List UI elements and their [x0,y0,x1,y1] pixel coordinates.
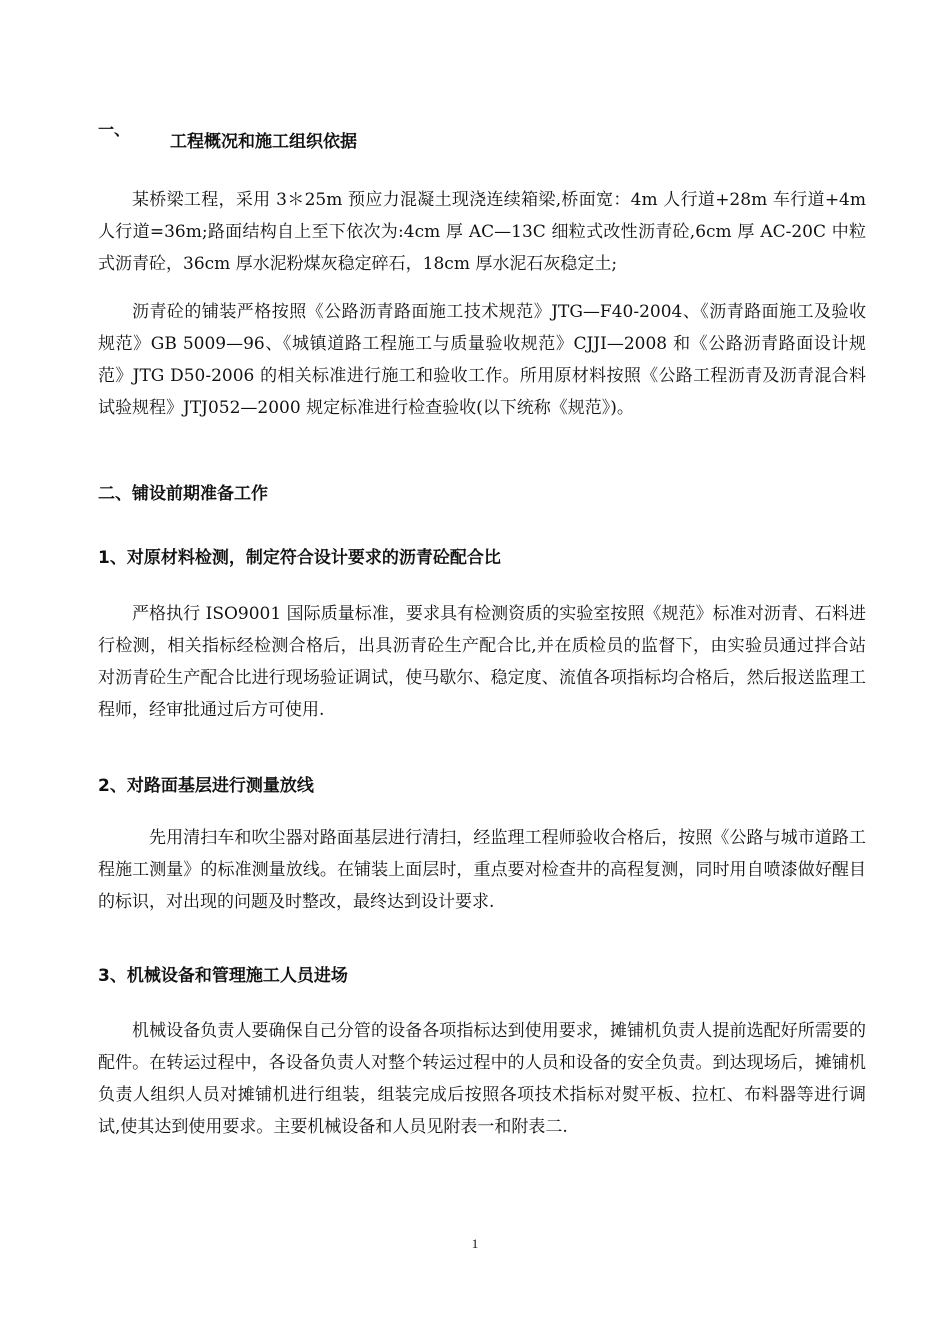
paragraph-overview: 某桥梁工程，采用 3＊25m 预应力混凝土现浇连续箱梁,桥面宽：4m 人行道+28m 车行道+4m 人行道=36m;路面结构自上至下依次为:4cm 厚 AC—13C 细粒式改性沥青砼,6cm 厚 AC-20C 中粒式沥青砼，36cm 厚水泥粉煤灰稳定碎石，18cm 厚水泥石灰稳定土; [98,190,866,274]
subsection-title: 1、对原材料检测，制定符合设计要求的沥青砼配合比 [98,548,501,568]
section-title: 工程概况和施工组织依据 [170,132,357,152]
paragraph-equipment: 机械设备负责人要确保自己分管的设备各项指标达到使用要求，摊铺机负责人提前选配好所需要的配件。在转运过程中，各设备负责人对整个转运过程中的人员和设备的安全负责。到达现场后，摊铺机负责人组织人员对摊铺机进行组装，组装完成后按照各项技术指标对熨平板、拉杠、布料器等进行调试,使其达到使用要求。主要机械设备和人员见附表一和附表二. [98,1021,866,1137]
subsection-title: 3、机械设备和管理施工人员进场 [98,966,348,986]
section-title: 二、铺设前期准备工作 [98,484,268,504]
paragraph-material-testing: 严格执行 ISO9001 国际质量标准，要求具有检测资质的实验室按照《规范》标准对沥青、石料进行检测，相关指标经检测合格后，出具沥青砼生产配合比,并在质检员的监督下，由实验员通过拌合站对沥青砼生产配合比进行现场验证调试，使马歇尔、稳定度、流值各项指标均合格后，然后报送监理工程师，经审批通过后方可使用. [98,604,866,720]
subsection-title: 2、对路面基层进行测量放线 [98,776,314,796]
paragraph-survey: 先用清扫车和吹尘器对路面基层进行清扫，经监理工程师验收合格后，按照《公路与城市道路工程施工测量》的标准测量放线。在铺装上面层时，重点要对检查井的高程复测，同时用自喷漆做好醒目的标识，对出现的问题及时整改，最终达到设计要求. [98,828,866,912]
page-number: 1 [471,1236,479,1251]
section-number: 一、 [98,120,131,139]
paragraph-standards: 沥青砼的铺装严格按照《公路沥青路面施工技术规范》JTG—F40-2004、《沥青路面施工及验收规范》GB 5009—96、《城镇道路工程施工与质量验收规范》CJJI—2008 和《公路沥青路面设计规范》JTG D50-2006 的相关标准进行施工和验收工作。所用原材料按照《公路工程沥青及沥青混合料试验规程》JTJ052—2000 规定标准进行检查验收(以下统称《规范》)。 [98,302,866,418]
